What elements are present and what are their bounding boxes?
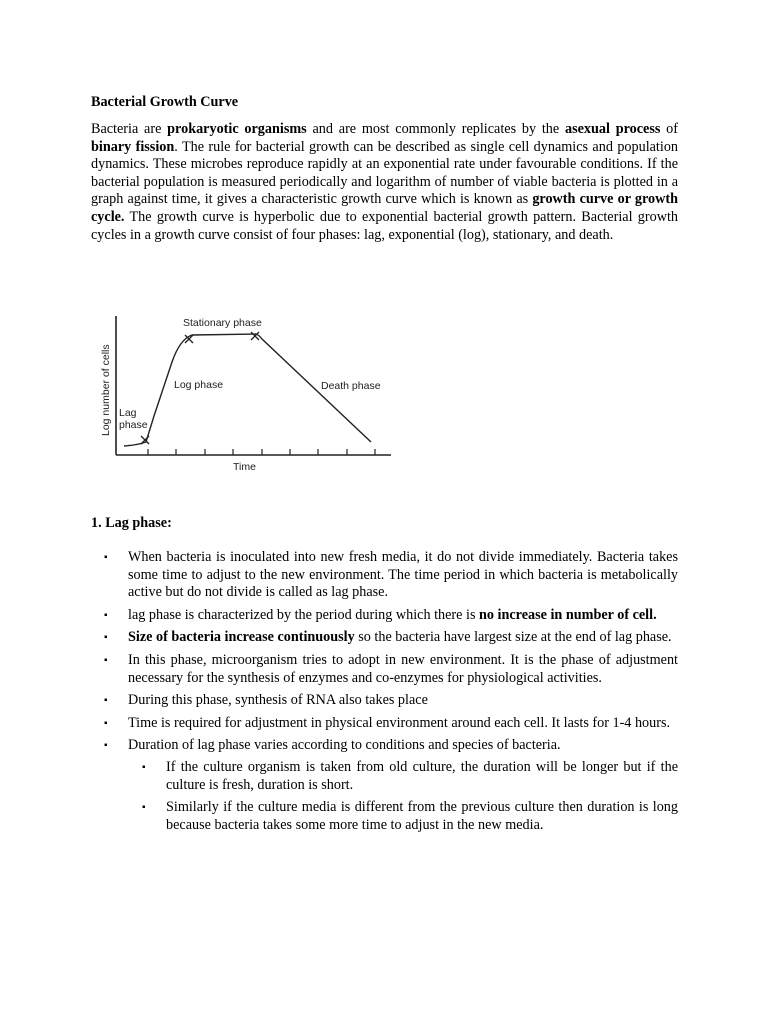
list-item (91, 629, 678, 647)
lag-phase-label: Lag (119, 407, 137, 419)
page-title: Bacterial Growth Curve (91, 94, 239, 110)
bullet-square-icon: ▪ (104, 552, 108, 563)
intro-bold-growth-curve: growth curve or growth cycle. (91, 191, 678, 225)
intro-text: of (660, 121, 679, 137)
intro-bold-binary-fission: binary fission (91, 138, 175, 155)
log-phase-label: Log phase (174, 379, 224, 391)
list-item-text: lag phase is characterized by the period during which there is (128, 606, 480, 623)
death-phase-label: Death phase (321, 380, 381, 392)
bullet-square-icon: ▪ (104, 695, 108, 707)
intro-text: . The rule for bacterial growth can be described as single cell dynamics and population dynamics. These microbes reproduce rapidly at an exponential rate under favourable conditions. If the bacterial population is measured periodically and logarithm of number of viable bacteria is plotted in a graph against time, it gives a characteristic growth curve which is known as (91, 138, 679, 208)
stationary-phase-label: Stationary phase (183, 317, 262, 329)
intro-text: The growth curve is hyperbolic due to exponential bacterial growth pattern. Bacterial growth cycles in a growth curve consist of four phases: lag, exponential (log), stationary, and death. (91, 208, 678, 243)
growth-curve-figure (96, 308, 396, 480)
x-axis-label: Time (233, 461, 256, 473)
list-item (91, 549, 678, 602)
list-item (91, 607, 678, 625)
bullet-square-icon: ▪ (104, 654, 108, 666)
sub-list-item-text: If the culture organism is taken from old culture, the duration will be longer but if the culture is fresh, duration is short. (166, 758, 678, 793)
bullet-square-icon: ▪ (104, 717, 108, 729)
sub-list-item-text: Similarly if the culture media is different from the previous culture then duration is long because bacteria takes some more time to adjust in the new media. (166, 799, 678, 833)
intro-bold-prokaryotic: prokaryotic organisms (167, 121, 307, 137)
bullet-square-icon: ▪ (104, 740, 108, 752)
list-item-bold-text: no increase in number of cell. (479, 606, 657, 623)
list-item (91, 692, 678, 710)
lag-phase-bullet-list (91, 549, 678, 839)
list-item (91, 652, 678, 687)
sub-list-item (128, 759, 678, 794)
list-item-text: In this phase, microorganism tries to adopt in new environment. It is the phase of adjustment necessary for the synthesis of enzymes and co-enzymes for physiological activities. (128, 651, 678, 686)
list-item-text: Duration of lag phase varies according to conditions and species of bacteria. (128, 737, 561, 754)
list-item-bold-text: Size of bacteria increase continuously (128, 629, 355, 646)
sub-list-item (128, 799, 678, 834)
growth-curve-diagram (96, 308, 396, 480)
section-heading-lag-phase: 1. Lag phase: (91, 515, 172, 531)
bullet-square-icon: ▪ (104, 632, 108, 644)
lag-phase-label-2: phase (119, 419, 148, 431)
bullet-square-icon: ▪ (142, 761, 146, 773)
list-item-text: When bacteria is inoculated into new fresh media, it do not divide immediately. Bacteria takes some time to adjust to the new environment. The time period in which bacteria is metabolically active but do not divide is called as lag phase. (128, 549, 678, 601)
intro-text: Bacteria are (91, 121, 168, 137)
intro-text: and are most commonly replicates by the (306, 121, 565, 137)
lag-phase-sub-list (128, 759, 678, 834)
list-item (91, 715, 678, 733)
list-item-text: Time is required for adjustment in physical environment around each cell. It lasts for 1-4 hours. (128, 714, 671, 731)
intro-paragraph (91, 121, 678, 244)
bullet-square-icon: ▪ (104, 609, 108, 621)
x-axis-ticks (148, 449, 375, 455)
list-item-text: so the bacteria have largest size at the end of lag phase. (354, 629, 672, 646)
document-page (91, 93, 678, 244)
list-item-text: During this phase, synthesis of RNA also takes place (128, 692, 428, 709)
bullet-square-icon: ▪ (142, 802, 146, 814)
list-item (91, 737, 678, 834)
y-axis-label: Log number of cells (100, 344, 112, 436)
intro-bold-asexual: asexual process (565, 121, 661, 137)
